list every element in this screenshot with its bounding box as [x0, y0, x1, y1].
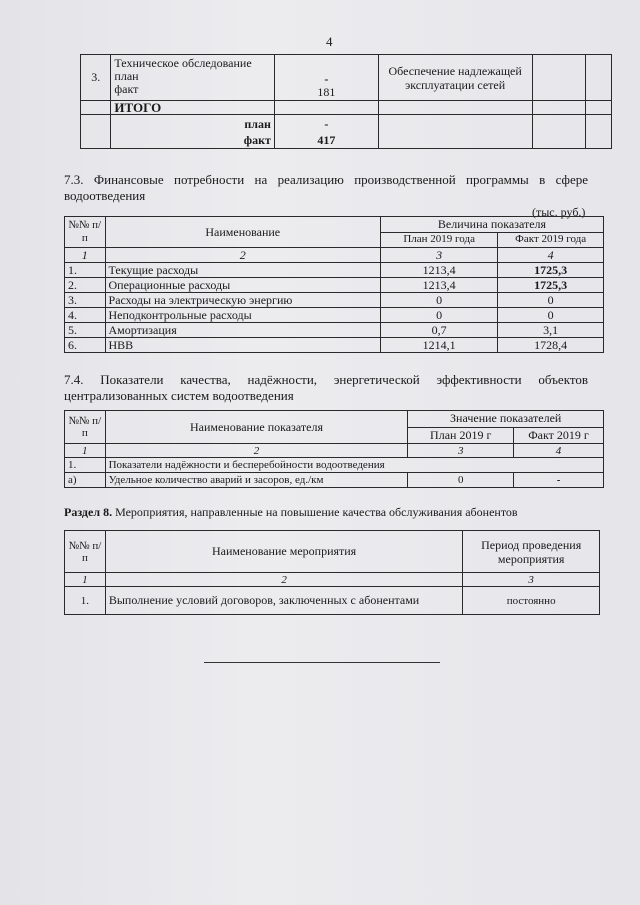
financial-needs-table — [64, 216, 604, 353]
row-name: Выполнение условий договоров, заключенных с абонентами — [105, 587, 462, 615]
row-name: Расходы на электрическую энергию — [105, 293, 380, 308]
empty-cell — [585, 101, 611, 115]
col-index: 3 — [463, 573, 600, 587]
total-fact-value: 417 — [317, 132, 336, 147]
fact-value: 0 — [498, 293, 604, 308]
fact-header: Факт 2019 года — [498, 232, 604, 248]
table-row — [65, 263, 604, 278]
measure-name-line: Техническое обследование — [114, 56, 252, 70]
table-row — [65, 293, 604, 308]
col-index: 3 — [380, 248, 497, 263]
col-index: 1 — [65, 444, 106, 458]
total-values-row — [81, 115, 612, 149]
measure-name — [111, 55, 275, 101]
table-row — [65, 587, 600, 615]
plan-value: 0 — [380, 293, 497, 308]
row-number: 1. — [65, 263, 106, 278]
value-header: Значение показателей — [408, 411, 604, 428]
name-header: Наименование показателя — [105, 411, 408, 444]
closing-rule — [204, 662, 440, 663]
measure-purpose — [378, 55, 532, 101]
row-number: 6. — [65, 338, 106, 353]
section-8-title: Мероприятия, направленные на повышение качества обслуживания абонентов — [112, 505, 518, 519]
table-row — [65, 323, 604, 338]
row-name: Неподконтрольные расходы — [105, 308, 380, 323]
empty-cell — [378, 115, 532, 149]
total-labels — [111, 115, 275, 149]
total-row — [81, 101, 612, 115]
header-row — [65, 411, 604, 428]
row-number: 1. — [65, 587, 106, 615]
total-plan-label: план — [244, 116, 271, 131]
measure-values — [274, 55, 378, 101]
name-header: Наименование — [105, 217, 380, 248]
row-name: Амортизация — [105, 323, 380, 338]
total-label: ИТОГО — [111, 101, 275, 115]
name-header: Наименование мероприятия — [105, 531, 462, 573]
table-row — [65, 338, 604, 353]
col-index: 2 — [105, 248, 380, 263]
purpose-line: эксплуатации сетей — [405, 77, 506, 92]
units-label: (тыс. руб.) — [532, 205, 586, 219]
row-name: НВВ — [105, 338, 380, 353]
empty-cell — [81, 101, 111, 115]
column-index-row — [65, 573, 600, 587]
plan-header: План 2019 года — [380, 232, 497, 248]
num-header: №№ п/п — [65, 411, 106, 444]
section-8-label: Раздел 8. — [64, 505, 113, 519]
empty-cell — [378, 101, 532, 115]
measure-fact-label: факт — [114, 82, 139, 96]
plan-value: 0 — [380, 308, 497, 323]
purpose-line: Обеспечение надлежащей — [388, 63, 522, 78]
col-index: 3 — [408, 444, 514, 458]
col-index: 1 — [65, 248, 106, 263]
plan-value: 1214,1 — [380, 338, 497, 353]
row-number: а) — [65, 473, 106, 488]
total-fact-label: факт — [243, 132, 271, 147]
row-name: Удельное количество аварий и засоров, ед./км — [105, 473, 408, 488]
fact-value: 1728,4 — [498, 338, 604, 353]
row-name: Операционные расходы — [105, 278, 380, 293]
period-header: Период проведения мероприятия — [463, 531, 600, 573]
empty-cell — [532, 55, 585, 101]
row-number: 1. — [65, 458, 106, 473]
fact-value: 0 — [498, 308, 604, 323]
fact-value: 3,1 — [498, 323, 604, 338]
page-number: 4 — [326, 34, 333, 49]
measure-plan-label: план — [114, 69, 139, 83]
plan-value: 1213,4 — [380, 263, 497, 278]
total-plan-value: - — [324, 116, 329, 131]
measure-plan-value: - — [324, 72, 329, 86]
row-number: 4. — [65, 308, 106, 323]
empty-cell — [81, 115, 111, 149]
table-row — [65, 473, 604, 488]
col-index: 2 — [105, 573, 462, 587]
header-row — [65, 531, 600, 573]
period-value: постоянно — [463, 587, 600, 615]
table-row — [65, 278, 604, 293]
table-row — [81, 55, 612, 101]
plan-value: 0,7 — [380, 323, 497, 338]
empty-cell — [585, 55, 611, 101]
group-row — [65, 458, 604, 473]
col-index: 2 — [105, 444, 408, 458]
group-name: Показатели надёжности и бесперебойности водоотведения — [105, 458, 603, 473]
section-7-3-heading: 7.3. Финансовые потребности на реализацию производственной программы в сфере водоотведения — [64, 172, 588, 203]
row-number: 5. — [65, 323, 106, 338]
plan-header: План 2019 г — [408, 427, 514, 444]
fact-header: Факт 2019 г — [514, 427, 604, 444]
fact-value: 1725,3 — [498, 263, 604, 278]
service-measures-table — [64, 530, 600, 615]
num-header: №№ п/п — [65, 531, 106, 573]
column-index-row — [65, 444, 604, 458]
col-index: 4 — [514, 444, 604, 458]
column-index-row — [65, 248, 604, 263]
total-values — [274, 115, 378, 149]
table-row — [65, 308, 604, 323]
measures-table-continuation — [80, 54, 612, 149]
num-header: №№ п/п — [65, 217, 106, 248]
value-header: Величина показателя — [380, 217, 603, 233]
col-index: 4 — [498, 248, 604, 263]
col-index: 1 — [65, 573, 106, 587]
empty-cell — [532, 101, 585, 115]
quality-indicators-table — [64, 410, 604, 488]
header-row — [65, 217, 604, 233]
empty-cell — [532, 115, 585, 149]
row-number: 3. — [81, 55, 111, 101]
row-number: 3. — [65, 293, 106, 308]
plan-value: 0 — [408, 473, 514, 488]
row-number: 2. — [65, 278, 106, 293]
empty-cell — [274, 101, 378, 115]
row-name: Текущие расходы — [105, 263, 380, 278]
empty-cell — [585, 115, 611, 149]
measure-fact-value: 181 — [317, 85, 336, 99]
section-7-4-heading: 7.4. Показатели качества, надёжности, энергетической эффективности объектов централизованных систем водоотведения — [64, 372, 588, 403]
fact-value: - — [514, 473, 604, 488]
section-8-heading — [64, 504, 624, 520]
fact-value: 1725,3 — [498, 278, 604, 293]
plan-value: 1213,4 — [380, 278, 497, 293]
